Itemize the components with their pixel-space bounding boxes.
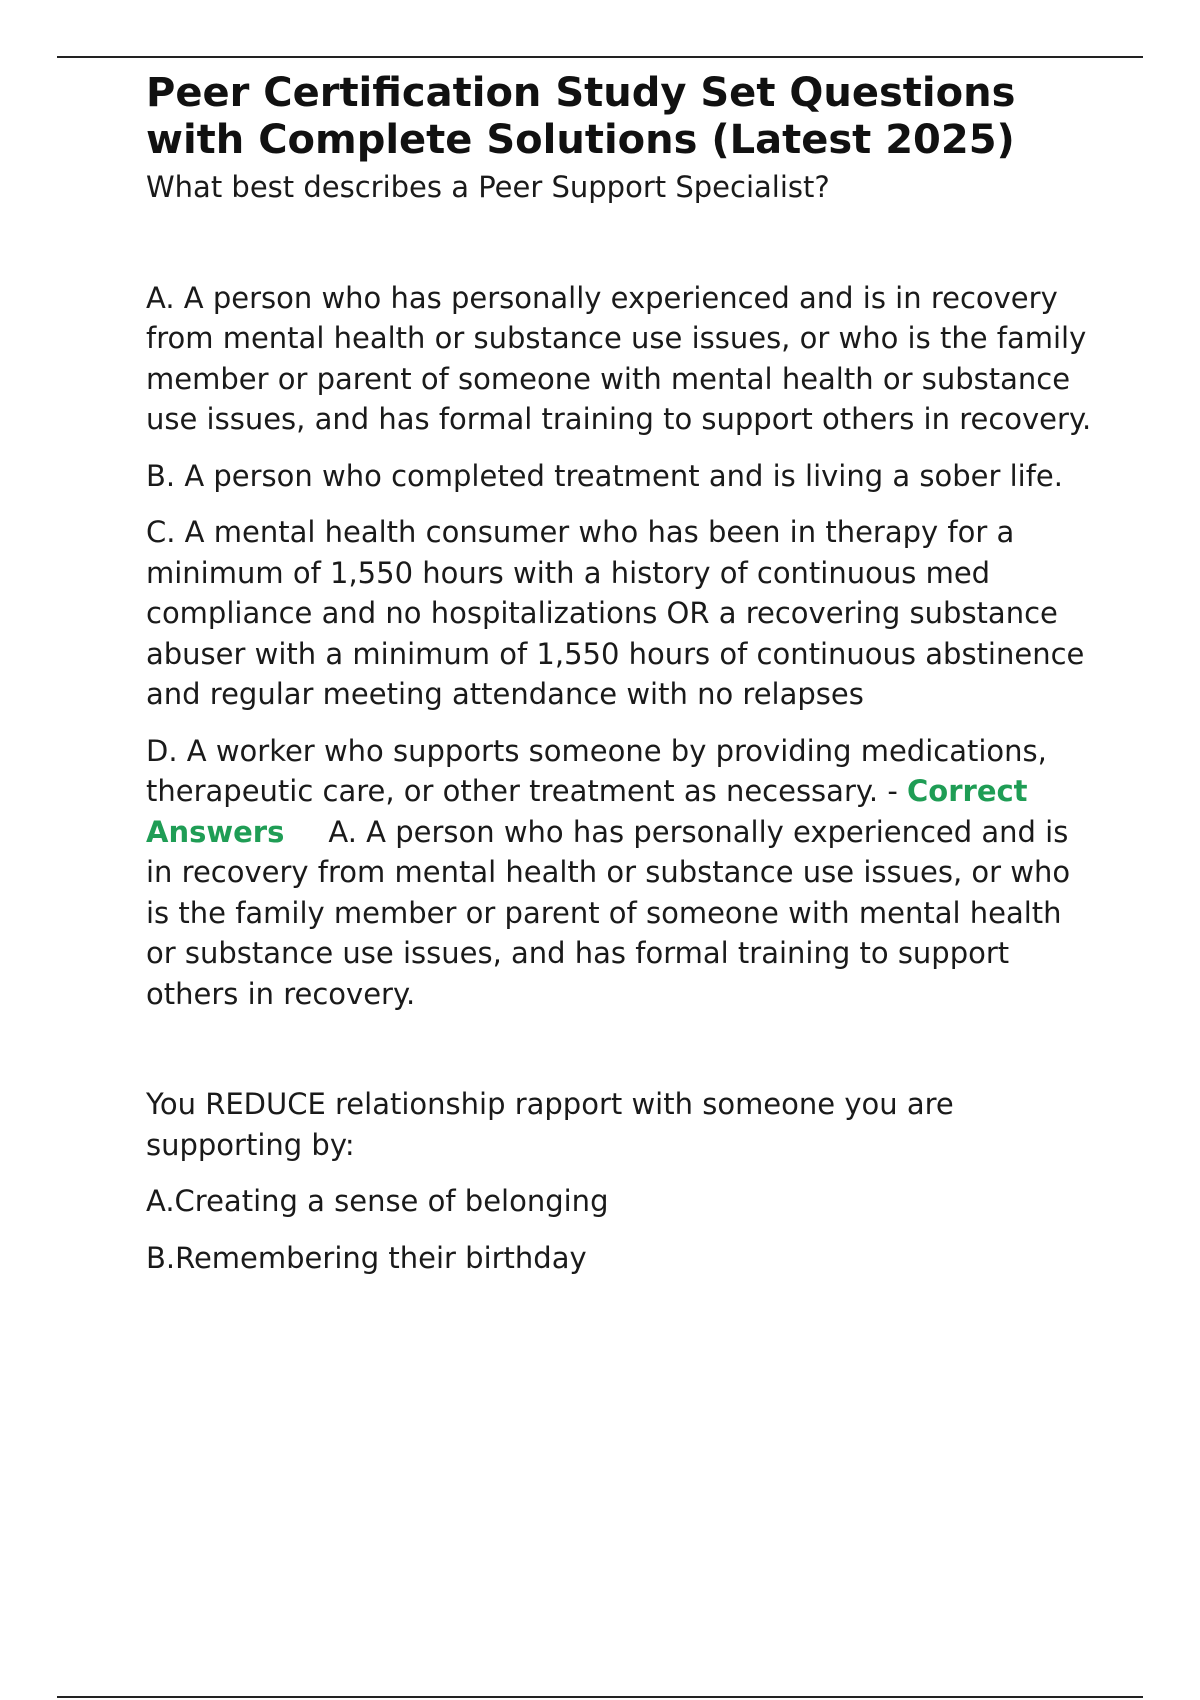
bottom-rule bbox=[57, 1696, 1143, 1698]
correct-answer-label: Correct Answers bbox=[146, 774, 1028, 849]
option-b: B.Remembering their birthday bbox=[146, 1240, 587, 1275]
question-block-1 bbox=[146, 167, 1096, 1014]
question-block-2 bbox=[146, 1084, 1096, 1278]
option-b: B. A person who completed treatment and is living a sober life. bbox=[146, 458, 1063, 493]
option-a: A. A person who has personally experienced and is in recovery from mental health or substance use issues, or who is the family member or parent of someone with mental health or substance use issues, and has formal training to support others in recovery. bbox=[146, 280, 1092, 436]
top-rule bbox=[57, 56, 1143, 58]
option-d-with-answer bbox=[146, 731, 1096, 1015]
question-text: What best describes a Peer Support Specialist? bbox=[146, 170, 830, 204]
document-page bbox=[146, 70, 1096, 1278]
correct-answer-text: A. A person who has personally experienced and is in recovery from mental health or substance use issues, or who is the family member or parent of someone with mental health or substance use issues, and has formal training to support others in recovery. bbox=[146, 814, 1071, 1011]
option-a: A.Creating a sense of belonging bbox=[146, 1184, 609, 1218]
option-c: C. A mental health consumer who has been in therapy for a minimum of 1,550 hours with a history of continuous med compliance and no hospitalizations OR a recovering substance abuser with a minimum of 1,550 hours of continuous abstinence and regular meeting attendance with no relapses bbox=[146, 515, 1085, 711]
document-title: Peer Certification Study Set Questions with Complete Solutions (Latest 2025) bbox=[146, 70, 1016, 163]
question-text: You REDUCE relationship rapport with someone you are supporting by: bbox=[146, 1087, 954, 1162]
option-d: D. A worker who supports someone by providing medications, therapeutic care, or other treatment as necessary. - bbox=[146, 733, 1047, 808]
